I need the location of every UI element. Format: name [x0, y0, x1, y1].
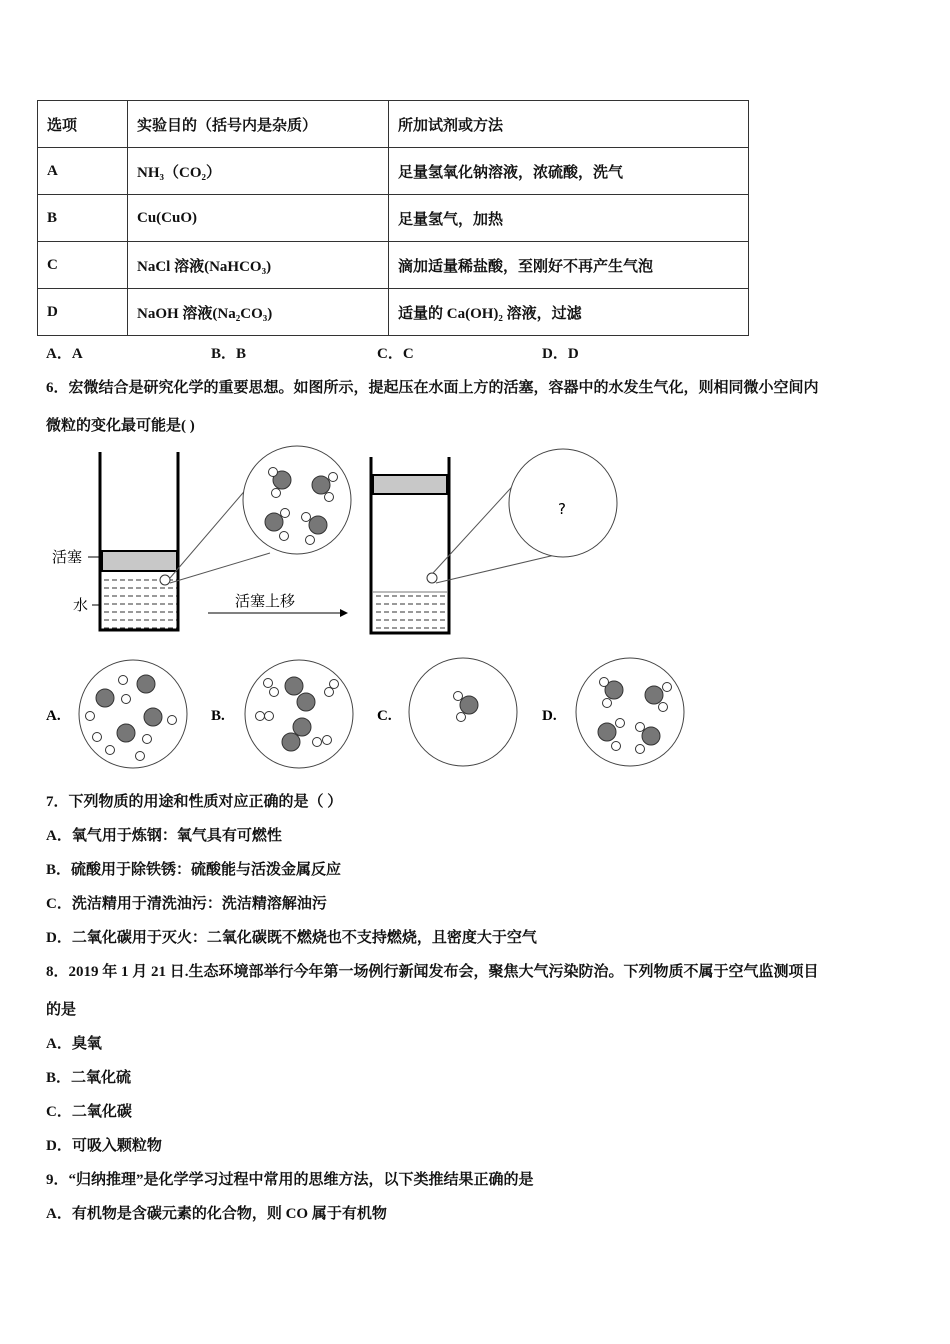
q5-choice-c[interactable]: C．C [377, 346, 414, 362]
cell-option: D [38, 289, 128, 336]
header-cell: 所加试剂或方法 [389, 101, 749, 148]
cell-option: B [38, 195, 128, 242]
q5-choice-d[interactable]: D．D [542, 346, 579, 362]
q7-option-c[interactable]: C．洗洁精用于清洗油污：洗洁精溶解油污 [46, 896, 327, 912]
unknown-mark: ? [558, 500, 566, 518]
q9-option-a[interactable]: A．有机物是含碳元素的化合物，则 CO 属于有机物 [46, 1206, 387, 1222]
piston-label: 活塞 [52, 548, 83, 566]
q6-option-a[interactable] [46, 660, 187, 768]
cell-option: C [38, 242, 128, 289]
option-label: D. [542, 708, 557, 724]
q8-stem-line1: 8．2019 年 1 月 21 日.生态环境部举行今年第一场例行新闻发布会，聚焦大气污染防治。下列物质不属于空气监测项目 [46, 964, 819, 980]
beaker-before [52, 446, 351, 630]
header-cell: 实验目的（括号内是杂质） [128, 101, 389, 148]
q5-choice-b[interactable]: B．B [211, 346, 247, 362]
option-label: B. [211, 708, 225, 724]
q9-stem: 9．“归纳推理”是化学学习过程中常用的思维方法，以下类推结果正确的是 [46, 1172, 534, 1188]
cell-target: NaCl 溶液(NaHCO₃) [128, 242, 389, 289]
water-label: 水 [73, 596, 89, 614]
cell-method: 足量氢气，加热 [389, 195, 749, 242]
q8-option-b[interactable]: B．二氧化硫 [46, 1070, 132, 1086]
magnified-liquid [243, 446, 351, 554]
option-label: C. [377, 708, 392, 724]
q7-option-b[interactable]: B．硫酸用于除铁锈：硫酸能与活泼金属反应 [46, 862, 342, 878]
q7-option-d[interactable]: D．二氧化碳用于灭火：二氧化碳既不燃烧也不支持燃烧，且密度大于空气 [46, 930, 537, 946]
piston [102, 551, 177, 571]
q8-stem-line2: 的是 [46, 1002, 77, 1018]
q7-stem: 7．下列物质的用途和性质对应正确的是（ ） [46, 794, 343, 810]
cell-method: 滴加适量稀盐酸，至刚好不再产生气泡 [389, 242, 749, 289]
q8-option-d[interactable]: D．可吸入颗粒物 [46, 1138, 162, 1154]
q6-option-b[interactable] [211, 660, 353, 768]
q8-option-c[interactable]: C．二氧化碳 [46, 1104, 132, 1120]
q7-option-a[interactable]: A．氧气用于炼钢：氧气具有可燃性 [46, 828, 282, 844]
header-cell: 选项 [38, 101, 128, 148]
cell-target: NH₃（CO₂） [128, 148, 389, 195]
cell-target: NaOH 溶液(Na₂CO₃) [128, 289, 389, 336]
beaker-after [371, 449, 617, 633]
arrow [208, 592, 348, 617]
cell-target: Cu(CuO) [128, 195, 389, 242]
piston [373, 475, 447, 494]
q6-option-d[interactable] [542, 658, 684, 766]
q8-option-a[interactable]: A．臭氧 [46, 1036, 102, 1052]
q6-stem-line1: 6．宏微结合是研究化学的重要思想。如图所示，提起压在水面上方的活塞，容器中的水发生气化，则相同微小空间内 [46, 380, 819, 396]
q6-option-c[interactable] [377, 658, 517, 766]
q5-choice-a[interactable]: A．A [46, 346, 83, 362]
arrow-label: 活塞上移 [235, 592, 296, 610]
cell-option: A [38, 148, 128, 195]
cell-method: 适量的 Ca(OH)₂ 溶液，过滤 [389, 289, 749, 336]
option-label: A. [46, 708, 61, 724]
q6-stem-line2: 微粒的变化最可能是( ) [46, 418, 195, 434]
cell-method: 足量氢氧化钠溶液，浓硫酸，洗气 [389, 148, 749, 195]
